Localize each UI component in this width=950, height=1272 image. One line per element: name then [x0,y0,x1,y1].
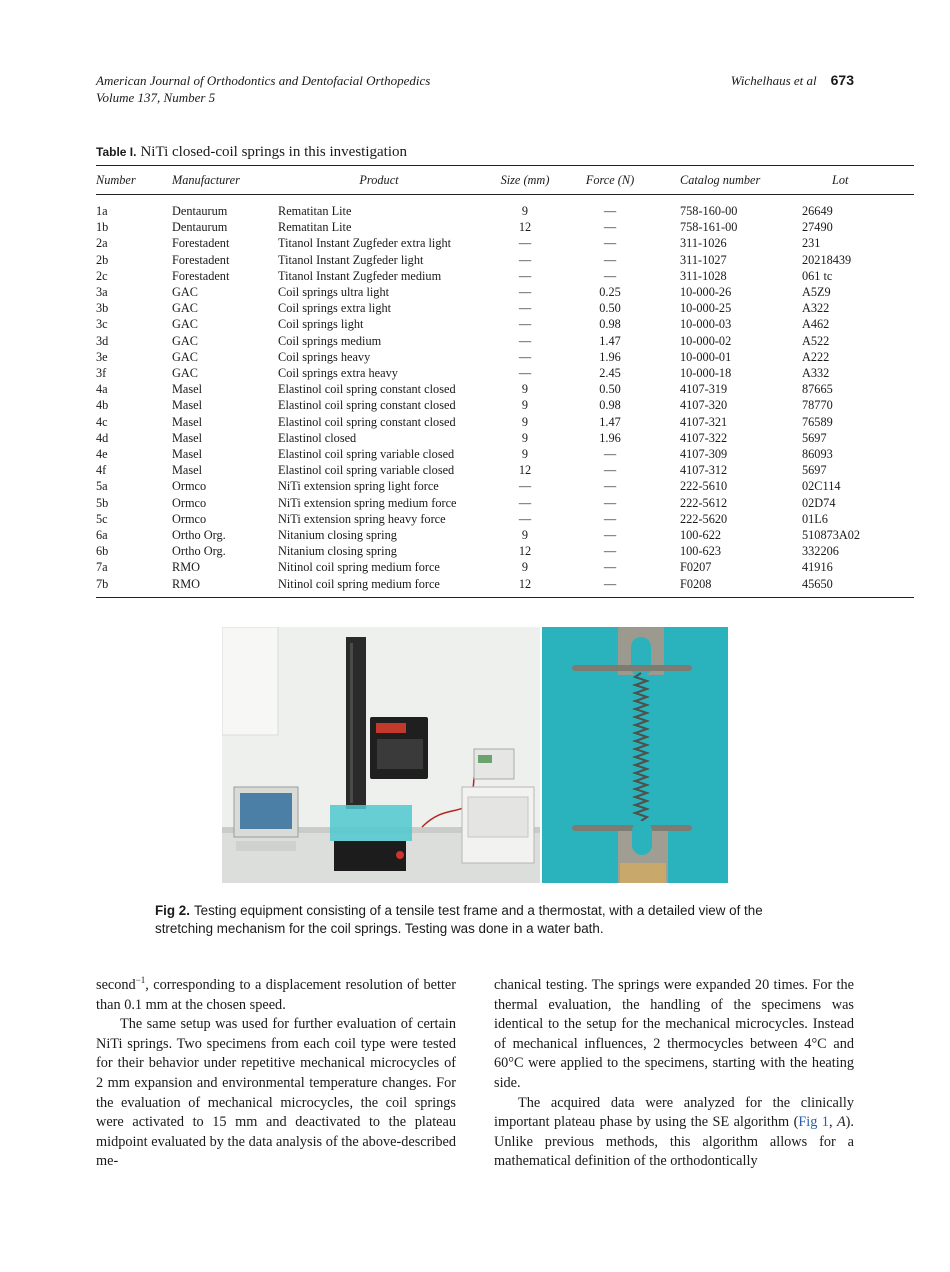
cell-catalog: 4107-309 [680,447,728,462]
cell-force: — [603,528,617,543]
cell-number: 2c [96,268,108,283]
cell-lot: 332206 [802,544,839,559]
cell-force: 1.47 [599,414,621,429]
cell-catalog: 10-000-03 [680,317,732,332]
cell-product: Coil springs medium [278,333,382,348]
cell-number: 3a [96,285,108,300]
table-row [96,559,914,575]
cell-number: 1b [96,220,109,235]
cell-catalog: 4107-321 [680,414,728,429]
table-row [96,511,914,527]
cell-product: Elastinol coil spring constant closed [278,398,456,413]
cell-number: 5a [96,479,108,494]
table-row [96,543,914,559]
cell-manufacturer: Masel [172,398,203,413]
cell-number: 3d [96,333,109,348]
text-run: The acquired data were analyzed for the clinically important plateau phase by using the SE algorithm ( [494,1094,854,1131]
table-row [96,495,914,511]
table-header-row [96,166,914,195]
cell-size: — [518,301,532,316]
cell-number: 4f [96,463,107,478]
text-run: , corresponding to a displacement resolution of better than 0.1 mm at the chosen speed. [96,977,456,1013]
cell-size: — [518,236,532,251]
cell-lot: A332 [802,366,830,381]
cell-manufacturer: Ormco [172,479,207,494]
cell-product: Coil springs extra light [278,301,392,316]
cell-number: 7a [96,560,108,575]
cell-catalog: 758-160-00 [680,204,738,218]
cell-catalog: 10-000-18 [680,366,732,381]
cell-catalog: 4107-322 [680,430,728,445]
cell-catalog: 311-1028 [680,268,727,283]
col-header-catalog: Catalog number [650,166,802,195]
cell-catalog: 222-5620 [680,511,728,526]
figure-reference-link[interactable]: Fig 1 [798,1114,829,1131]
cell-lot: A5Z9 [802,285,831,300]
cell-product: Titanol Instant Zugfeder medium [278,268,442,283]
cell-catalog: 10-000-25 [680,301,732,316]
cell-product: Elastinol coil spring variable closed [278,447,455,462]
table-row [96,349,914,365]
cell-force: 2.45 [599,366,621,381]
cell-manufacturer: Ortho Org. [172,544,226,559]
cell-size: 12 [518,544,532,559]
cell-force: — [603,479,617,494]
cell-number: 3b [96,301,109,316]
cell-product: Elastinol coil spring constant closed [278,382,456,397]
cell-size: 9 [521,560,529,575]
cell-force: 1.96 [599,430,621,445]
cell-product: Elastinol coil spring constant closed [278,414,456,429]
cell-product: Coil springs light [278,317,364,332]
cell-manufacturer: Forestadent [172,252,230,267]
cell-catalog: 100-623 [680,544,721,559]
cell-manufacturer: Ortho Org. [172,528,226,543]
cell-force: 0.50 [599,301,621,316]
cell-lot: 5697 [802,463,827,478]
cell-product: Coil springs extra heavy [278,366,398,381]
figure-label: Fig 2. [155,903,190,918]
cell-manufacturer: Ormco [172,495,207,510]
springs-table [96,165,861,598]
cell-force: 0.25 [599,285,621,300]
cell-size: — [518,317,532,332]
cell-product: Titanol Instant Zugfeder light [278,252,424,267]
cell-lot: 27490 [802,220,833,235]
cell-size: 9 [521,414,529,429]
table-caption [96,144,407,161]
cell-number: 2b [96,252,109,267]
cell-number: 6a [96,528,108,543]
table-row [96,414,914,430]
cell-size: — [518,366,532,381]
cell-force: — [603,544,617,559]
cell-product: Rematitan Lite [278,204,352,218]
cell-force: 1.47 [599,333,621,348]
col-header-manufacturer: Manufacturer [172,166,278,195]
cell-product: Nitinol coil spring medium force [278,576,480,598]
journal-volume: Volume 137, Number 5 [96,90,216,105]
cell-size: — [518,333,532,348]
cell-manufacturer: Masel [172,382,203,397]
cell-manufacturer: Dentaurum [172,220,228,235]
cell-size: 9 [521,447,529,462]
cell-lot: 061 tc [802,268,833,283]
cell-catalog: 311-1026 [680,236,727,251]
cell-lot: 78770 [802,398,833,413]
col-header-number: Number [96,166,172,195]
cell-product: NiTi extension spring heavy force [278,511,446,526]
cell-catalog: 4107-312 [680,463,728,478]
table-row [96,195,914,220]
table-row [96,397,914,413]
table-title: NiTi closed-coil springs in this investigation [140,144,407,160]
cell-size: 9 [521,382,529,397]
cell-number: 4b [96,398,109,413]
text-run: , [828,1114,837,1131]
cell-lot: A322 [802,301,830,316]
body-column-left [96,976,456,1172]
cell-catalog: 758-161-00 [680,220,738,235]
cell-lot: 02D74 [802,495,836,510]
cell-lot: 20218439 [802,252,852,267]
cell-size: — [518,285,532,300]
paragraph [96,976,456,1015]
cell-lot: A222 [802,349,830,364]
table-label: Table I. [96,145,137,159]
paragraph: The same setup was used for further evaluation of certain NiTi springs. Two specimens from each coil type were tested for their behavior under repetitive mechanical microcycles of 2 mm expansion and environmental temperature changes. For the evaluation of mechanical microcycles, the coil springs were activated to 15 mm and deactivated to the plateau midpoint evaluated by the data analysis of the above-described me- [96,1016,456,1170]
cell-lot: 5697 [802,430,827,445]
paragraph [494,1094,854,1172]
table-row [96,446,914,462]
cell-manufacturer: Masel [172,430,203,445]
cell-manufacturer: RMO [172,576,278,598]
col-header-size: Size (mm) [480,166,570,195]
cell-catalog: 10-000-26 [680,285,732,300]
table-row [96,462,914,478]
body-column-right [494,976,854,1172]
cell-manufacturer: GAC [172,285,198,300]
figure-caption [155,902,805,938]
cell-force: 1.96 [599,349,621,364]
cell-number: 6b [96,544,109,559]
cell-lot: 87665 [802,382,833,397]
cell-number: 4a [96,382,108,397]
cell-product: NiTi extension spring medium force [278,495,457,510]
cell-number: 5c [96,511,108,526]
cell-size: — [518,511,532,526]
cell-manufacturer: GAC [172,333,198,348]
cell-product: Elastinol coil spring variable closed [278,463,455,478]
cell-manufacturer: GAC [172,366,198,381]
cell-size: 12 [518,463,532,478]
cell-number: 4c [96,414,108,429]
cell-catalog: F0208 [650,576,802,598]
table-row [96,235,914,251]
cell-catalog: 10-000-02 [680,333,732,348]
cell-product: Titanol Instant Zugfeder extra light [278,236,452,251]
cell-catalog: 4107-319 [680,382,728,397]
superscript: −1 [135,975,146,986]
cell-manufacturer: GAC [172,317,198,332]
cell-force: — [603,252,617,267]
col-header-product: Product [278,166,480,195]
cell-manufacturer: Ormco [172,511,207,526]
cell-lot: 86093 [802,447,833,462]
cell-manufacturer: Forestadent [172,268,230,283]
cell-force: 0.50 [599,382,621,397]
cell-lot: A462 [802,317,830,332]
cell-manufacturer: GAC [172,301,198,316]
cell-size: 12 [480,576,570,598]
table-row [96,381,914,397]
figure-caption-text: Testing equipment consisting of a tensile test frame and a thermostat, with a detailed view of the stretching mechanism for the coil springs. Testing was done in a water bath. [155,903,763,936]
cell-product: Elastinol closed [278,430,357,445]
cell-manufacturer: Dentaurum [172,204,228,218]
table-row [96,576,914,598]
running-header-authors [731,72,854,89]
cell-manufacturer: GAC [172,349,198,364]
cell-size: — [518,268,532,283]
photo-tensile-test-frame [222,627,540,883]
cell-lot: 76589 [802,414,833,429]
text-run: ). Unlike previous methods, this algorithm allows for a mathematical definition of the orthodontically [494,1114,855,1170]
table-row [96,300,914,316]
cell-catalog: 222-5612 [680,495,728,510]
cell-size: 9 [521,398,529,413]
cell-force: — [603,511,617,526]
cell-product: NiTi extension spring light force [278,479,439,494]
cell-lot: 231 [802,236,821,251]
cell-force: — [603,236,617,251]
cell-size: 12 [518,220,532,235]
cell-force: — [603,268,617,283]
cell-number: 3e [96,349,108,364]
cell-product: Coil springs heavy [278,349,371,364]
cell-size: 9 [521,204,529,218]
text-run: second [96,977,136,993]
col-header-force: Force (N) [570,166,650,195]
cell-size: — [518,495,532,510]
cell-catalog: 222-5610 [680,479,728,494]
cell-number: 7b [96,576,172,598]
cell-product: Rematitan Lite [278,220,352,235]
cell-size: 9 [521,528,529,543]
cell-catalog: F0207 [680,560,712,575]
cell-size: — [518,479,532,494]
col-header-lot: Lot [802,166,914,195]
cell-product: Nitanium closing spring [278,528,397,543]
table-row [96,316,914,332]
cell-number: 3c [96,317,108,332]
cell-product: Nitinol coil spring medium force [278,560,440,575]
cell-lot: 26649 [802,204,833,218]
table-body [96,195,914,598]
table-row [96,268,914,284]
cell-lot: 41916 [802,560,833,575]
table-row [96,478,914,494]
cell-force: — [603,220,617,235]
cell-catalog: 10-000-01 [680,349,732,364]
cell-catalog: 4107-320 [680,398,728,413]
cell-force: — [603,447,617,462]
photo-spring-clamp-detail [542,627,728,883]
cell-product: Coil springs ultra light [278,285,390,300]
cell-force: — [603,560,617,575]
cell-manufacturer: Forestadent [172,236,230,251]
paragraph: chanical testing. The springs were expanded 20 times. For the thermal evaluation, the handling of the specimens was identical to the setup for the mechanical microcycles. Instead of mechanical influences, 2 thermocycles between 4°C and 60°C were applied to the specimens, starting with the heating side. [494,977,854,1091]
text-run-italic: A [836,1114,846,1131]
running-header-journal [96,72,430,106]
cell-number: 5b [96,495,109,510]
cell-lot: A522 [802,333,830,348]
cell-lot: 45650 [802,576,914,598]
cell-manufacturer: Masel [172,414,203,429]
cell-lot: 510873A02 [802,528,861,543]
figure-testing-equipment [222,627,728,883]
cell-force: 0.98 [599,398,621,413]
cell-number: 2a [96,236,108,251]
cell-manufacturer: RMO [172,560,201,575]
page-number: 673 [830,72,854,88]
table-row [96,527,914,543]
cell-lot: 02C114 [802,479,841,494]
cell-number: 1a [96,204,108,218]
table-row [96,333,914,349]
cell-catalog: 100-622 [680,528,721,543]
table-row [96,252,914,268]
cell-force: — [603,495,617,510]
cell-number: 4e [96,447,108,462]
cell-product: Nitanium closing spring [278,544,397,559]
cell-size: — [518,252,532,267]
table-row [96,219,914,235]
table-row [96,430,914,446]
cell-force: — [603,204,617,218]
author-names: Wichelhaus et al [730,73,817,88]
cell-manufacturer: Masel [172,463,203,478]
journal-name: American Journal of Orthodontics and Dentofacial Orthopedics [96,73,431,88]
cell-size: 9 [521,430,529,445]
cell-force: — [570,576,650,598]
cell-size: — [518,349,532,364]
cell-force: — [603,463,617,478]
cell-number: 3f [96,366,107,381]
cell-manufacturer: Masel [172,447,203,462]
table-row [96,284,914,300]
cell-force: 0.98 [599,317,621,332]
table-row [96,365,914,381]
cell-lot: 01L6 [802,511,828,526]
cell-catalog: 311-1027 [680,252,727,267]
cell-number: 4d [96,430,109,445]
